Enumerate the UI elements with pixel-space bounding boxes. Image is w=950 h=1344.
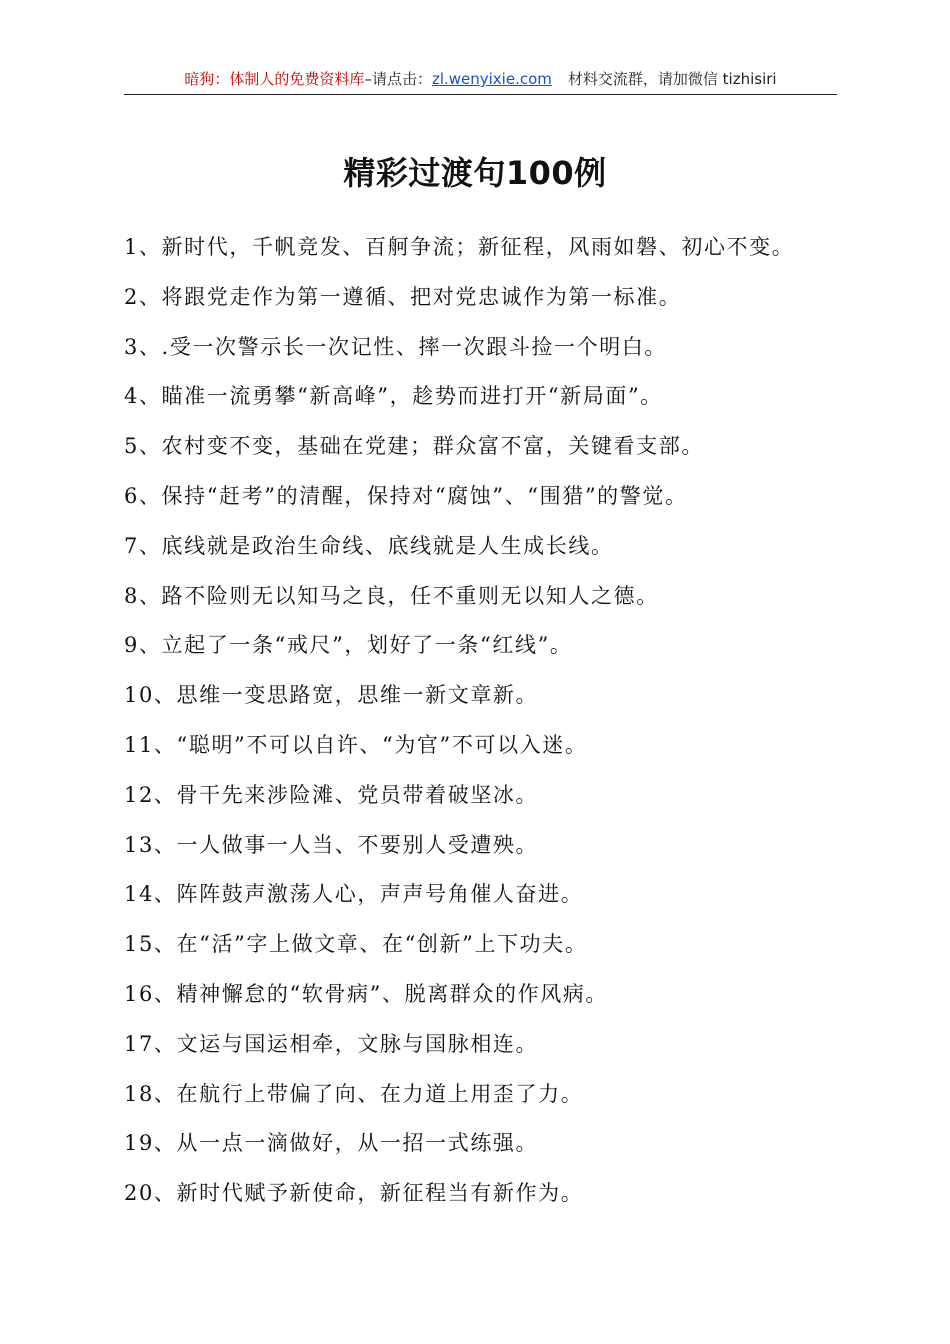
list-item: 2、将跟党走作为第一遵循、把对党忠诚作为第一标准。	[124, 284, 682, 309]
list-item: 11、“聪明”不可以自许、“为官”不可以入迷。	[124, 732, 588, 757]
list-item: 1、新时代，千帆竞发、百舸争流；新征程，风雨如磐、初心不变。	[124, 235, 795, 259]
list-item: 4、瞄准一流勇攀“新高峰”，趁势而进打开“新局面”。	[124, 384, 663, 409]
header-url-link[interactable]: zl.wenyixie.com	[431, 70, 552, 88]
list-item: 13、一人做事一人当、不要别人受遭殃。	[124, 832, 539, 857]
list-item: 12、骨干先来涉险滩、党员带着破坚冰。	[124, 782, 539, 807]
header-contact: 材料交流群，请加微信 tizhisiri	[567, 70, 777, 88]
header-brand: 暗狗：体制人的免费资料库	[184, 70, 365, 88]
list-item: 19、从一点一滴做好，从一招一式练强。	[124, 1131, 539, 1156]
list-item: 10、思维一变思路宽，思维一新文章新。	[124, 683, 539, 708]
list-item: 17、文运与国运相牵，文脉与国脉相连。	[124, 1031, 539, 1056]
list-item: 14、阵阵鼓声激荡人心，声声号角催人奋进。	[124, 882, 584, 907]
list-item: 8、路不险则无以知马之良，任不重则无以知人之德。	[124, 583, 659, 608]
list-item: 7、底线就是政治生命线、底线就是人生成长线。	[124, 533, 614, 558]
page-header	[124, 68, 837, 95]
list-item: 6、保持“赶考”的清醒，保持对“腐蚀”、“围猎”的警觉。	[124, 483, 688, 508]
list-item: 5、农村变不变，基础在党建；群众富不富，关键看支部。	[124, 434, 704, 459]
list-item: 15、在“活”字上做文章、在“创新”上下功夫。	[124, 932, 588, 957]
header-prompt: –请点击：	[364, 70, 432, 88]
list-item: 18、在航行上带偏了向、在力道上用歪了力。	[124, 1081, 584, 1106]
sentence-list	[124, 230, 844, 1226]
list-item: 9、立起了一条“戒尺”，划好了一条“红线”。	[124, 633, 573, 658]
list-item: 3、.受一次警示长一次记性、摔一次跟斗捡一个明白。	[124, 334, 668, 359]
page-title: 精彩过渡句100例	[343, 154, 607, 192]
list-item: 16、精神懈怠的“软骨病”、脱离群众的作风病。	[124, 981, 608, 1006]
list-item: 20、新时代赋予新使命，新征程当有新作为。	[124, 1181, 584, 1206]
